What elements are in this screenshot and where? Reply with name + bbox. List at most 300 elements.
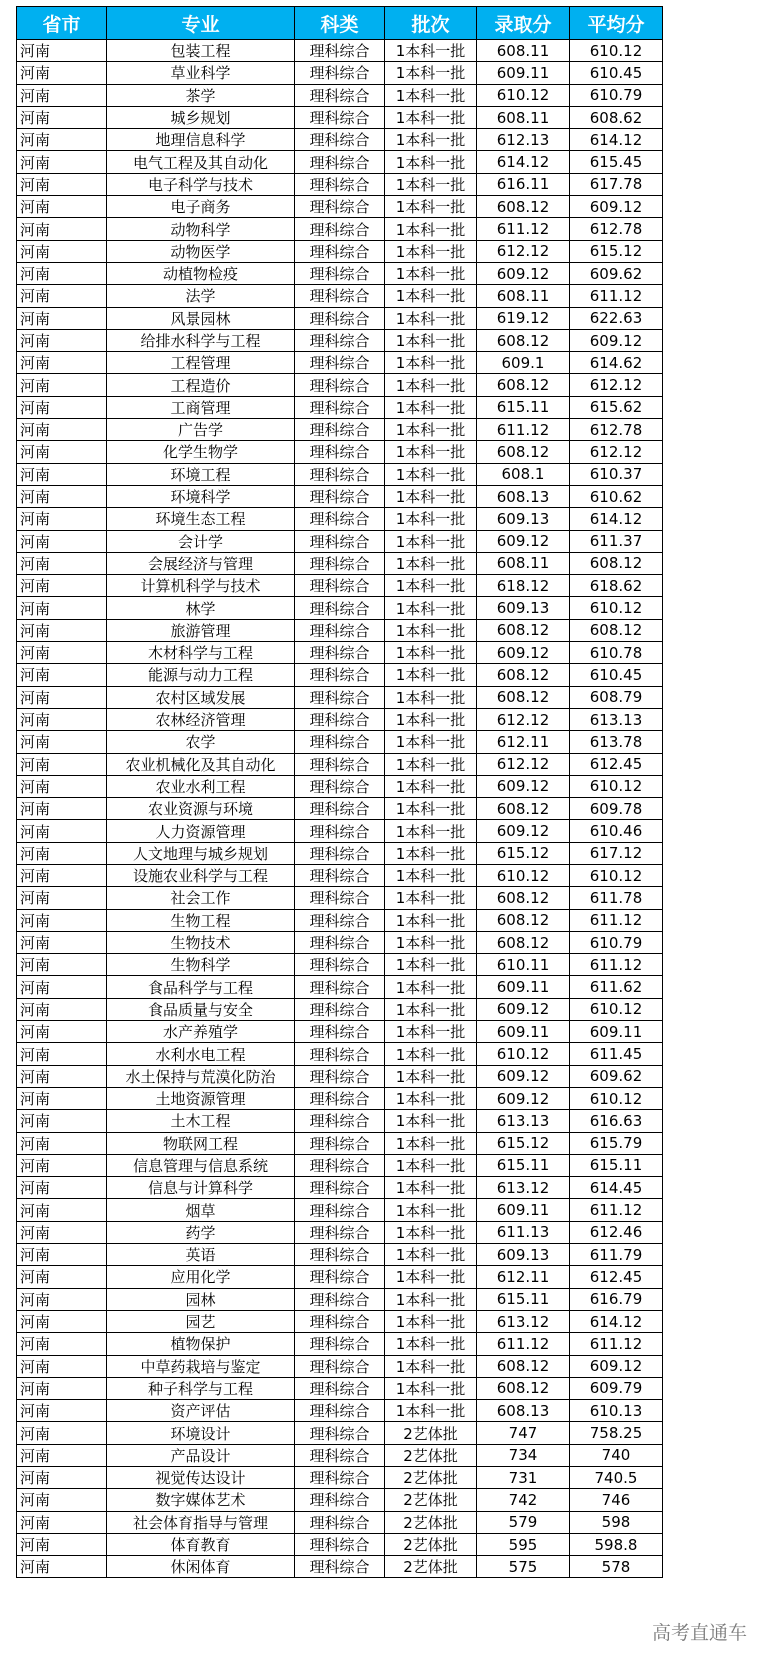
- admission-score-cell: 609.11: [477, 1021, 570, 1043]
- table-row: [17, 240, 663, 262]
- table-row: [17, 1177, 663, 1199]
- major-cell: 环境设计: [107, 1422, 295, 1444]
- table-row: [17, 753, 663, 775]
- major-cell: 视觉传达设计: [107, 1467, 295, 1489]
- category-cell: 理科综合: [295, 1154, 385, 1176]
- category-cell: 理科综合: [295, 954, 385, 976]
- major-cell: 资产评估: [107, 1400, 295, 1422]
- table-row: [17, 998, 663, 1020]
- province-cell: 河南: [17, 1310, 107, 1332]
- category-cell: 理科综合: [295, 1467, 385, 1489]
- major-cell: 社会工作: [107, 887, 295, 909]
- average-score-cell: 740: [570, 1444, 663, 1466]
- average-score-cell: 618.62: [570, 575, 663, 597]
- batch-cell: 1本科一批: [385, 998, 477, 1020]
- province-cell: 河南: [17, 62, 107, 84]
- category-cell: 理科综合: [295, 218, 385, 240]
- average-score-cell: 614.12: [570, 129, 663, 151]
- major-cell: 电子科学与技术: [107, 173, 295, 195]
- average-score-cell: 612.45: [570, 753, 663, 775]
- admission-score-cell: 614.12: [477, 151, 570, 173]
- admission-score-cell: 615.12: [477, 842, 570, 864]
- category-cell: 理科综合: [295, 1511, 385, 1533]
- admission-score-cell: 613.12: [477, 1310, 570, 1332]
- category-cell: 理科综合: [295, 1110, 385, 1132]
- average-score-cell: 614.62: [570, 352, 663, 374]
- category-cell: 理科综合: [295, 753, 385, 775]
- major-cell: 木材科学与工程: [107, 642, 295, 664]
- category-cell: 理科综合: [295, 1177, 385, 1199]
- table-row: [17, 1221, 663, 1243]
- batch-cell: 1本科一批: [385, 352, 477, 374]
- province-cell: 河南: [17, 1355, 107, 1377]
- category-cell: 理科综合: [295, 1288, 385, 1310]
- province-cell: 河南: [17, 352, 107, 374]
- admission-score-cell: 608.1: [477, 463, 570, 485]
- major-cell: 生物科学: [107, 954, 295, 976]
- batch-cell: 1本科一批: [385, 931, 477, 953]
- header-admission-score: 录取分: [477, 7, 570, 40]
- average-score-cell: 612.12: [570, 374, 663, 396]
- major-cell: 食品质量与安全: [107, 998, 295, 1020]
- category-cell: 理科综合: [295, 798, 385, 820]
- major-cell: 地理信息科学: [107, 129, 295, 151]
- admission-score-table: [16, 6, 663, 1578]
- average-score-cell: 622.63: [570, 307, 663, 329]
- province-cell: 河南: [17, 106, 107, 128]
- table-row: [17, 106, 663, 128]
- province-cell: 河南: [17, 1065, 107, 1087]
- admission-score-cell: 609.12: [477, 1087, 570, 1109]
- province-cell: 河南: [17, 976, 107, 998]
- major-cell: 产品设计: [107, 1444, 295, 1466]
- province-cell: 河南: [17, 84, 107, 106]
- major-cell: 英语: [107, 1244, 295, 1266]
- category-cell: 理科综合: [295, 1377, 385, 1399]
- category-cell: 理科综合: [295, 664, 385, 686]
- average-score-cell: 609.12: [570, 329, 663, 351]
- major-cell: 农村区域发展: [107, 686, 295, 708]
- batch-cell: 2艺体批: [385, 1489, 477, 1511]
- major-cell: 工商管理: [107, 396, 295, 418]
- batch-cell: 1本科一批: [385, 1310, 477, 1332]
- category-cell: 理科综合: [295, 619, 385, 641]
- table-row: [17, 1556, 663, 1578]
- average-score-cell: 608.12: [570, 552, 663, 574]
- average-score-cell: 614.12: [570, 508, 663, 530]
- table-row: [17, 842, 663, 864]
- province-cell: 河南: [17, 463, 107, 485]
- batch-cell: 1本科一批: [385, 151, 477, 173]
- table-row: [17, 374, 663, 396]
- batch-cell: 1本科一批: [385, 798, 477, 820]
- batch-cell: 1本科一批: [385, 642, 477, 664]
- table-row: [17, 1467, 663, 1489]
- table-row: [17, 1043, 663, 1065]
- average-score-cell: 615.45: [570, 151, 663, 173]
- average-score-cell: 609.62: [570, 262, 663, 284]
- province-cell: 河南: [17, 998, 107, 1020]
- batch-cell: 2艺体批: [385, 1444, 477, 1466]
- province-cell: 河南: [17, 1467, 107, 1489]
- table-row: [17, 1266, 663, 1288]
- category-cell: 理科综合: [295, 419, 385, 441]
- batch-cell: 1本科一批: [385, 1154, 477, 1176]
- batch-cell: 1本科一批: [385, 775, 477, 797]
- average-score-cell: 610.13: [570, 1400, 663, 1422]
- category-cell: 理科综合: [295, 240, 385, 262]
- category-cell: 理科综合: [295, 820, 385, 842]
- major-cell: 信息管理与信息系统: [107, 1154, 295, 1176]
- province-cell: 河南: [17, 708, 107, 730]
- average-score-cell: 608.62: [570, 106, 663, 128]
- province-cell: 河南: [17, 1087, 107, 1109]
- table-row: [17, 1533, 663, 1555]
- admission-score-cell: 609.13: [477, 1244, 570, 1266]
- table-row: [17, 597, 663, 619]
- table-row: [17, 62, 663, 84]
- batch-cell: 1本科一批: [385, 485, 477, 507]
- major-cell: 包装工程: [107, 40, 295, 62]
- province-cell: 河南: [17, 1043, 107, 1065]
- category-cell: 理科综合: [295, 998, 385, 1020]
- table-row: [17, 396, 663, 418]
- major-cell: 会计学: [107, 530, 295, 552]
- average-score-cell: 611.12: [570, 1333, 663, 1355]
- table-row: [17, 1132, 663, 1154]
- table-row: [17, 1087, 663, 1109]
- batch-cell: 1本科一批: [385, 575, 477, 597]
- admission-score-cell: 609.12: [477, 642, 570, 664]
- category-cell: 理科综合: [295, 552, 385, 574]
- major-cell: 烟草: [107, 1199, 295, 1221]
- average-score-cell: 610.45: [570, 62, 663, 84]
- batch-cell: 1本科一批: [385, 686, 477, 708]
- admission-score-cell: 608.12: [477, 1377, 570, 1399]
- category-cell: 理科综合: [295, 731, 385, 753]
- batch-cell: 1本科一批: [385, 708, 477, 730]
- header-subject-category: 科类: [295, 7, 385, 40]
- average-score-cell: 578: [570, 1556, 663, 1578]
- table-row: [17, 463, 663, 485]
- category-cell: 理科综合: [295, 1244, 385, 1266]
- province-cell: 河南: [17, 196, 107, 218]
- table-row: [17, 708, 663, 730]
- category-cell: 理科综合: [295, 1043, 385, 1065]
- category-cell: 理科综合: [295, 864, 385, 886]
- batch-cell: 1本科一批: [385, 129, 477, 151]
- province-cell: 河南: [17, 1154, 107, 1176]
- admission-score-cell: 608.12: [477, 887, 570, 909]
- batch-cell: 1本科一批: [385, 753, 477, 775]
- province-cell: 河南: [17, 1511, 107, 1533]
- major-cell: 给排水科学与工程: [107, 329, 295, 351]
- table-row: [17, 1154, 663, 1176]
- admission-score-cell: 608.12: [477, 798, 570, 820]
- admission-score-cell: 609.11: [477, 62, 570, 84]
- admission-score-cell: 608.12: [477, 931, 570, 953]
- category-cell: 理科综合: [295, 1199, 385, 1221]
- admission-score-cell: 612.11: [477, 1266, 570, 1288]
- major-cell: 环境生态工程: [107, 508, 295, 530]
- batch-cell: 1本科一批: [385, 530, 477, 552]
- province-cell: 河南: [17, 329, 107, 351]
- province-cell: 河南: [17, 954, 107, 976]
- major-cell: 植物保护: [107, 1333, 295, 1355]
- category-cell: 理科综合: [295, 1221, 385, 1243]
- major-cell: 体育教育: [107, 1533, 295, 1555]
- table-row: [17, 1288, 663, 1310]
- province-cell: 河南: [17, 1221, 107, 1243]
- province-cell: 河南: [17, 619, 107, 641]
- province-cell: 河南: [17, 285, 107, 307]
- category-cell: 理科综合: [295, 842, 385, 864]
- table-row: [17, 798, 663, 820]
- batch-cell: 1本科一批: [385, 597, 477, 619]
- batch-cell: 1本科一批: [385, 954, 477, 976]
- province-cell: 河南: [17, 40, 107, 62]
- province-cell: 河南: [17, 508, 107, 530]
- average-score-cell: 598.8: [570, 1533, 663, 1555]
- average-score-cell: 615.79: [570, 1132, 663, 1154]
- category-cell: 理科综合: [295, 84, 385, 106]
- major-cell: 生物工程: [107, 909, 295, 931]
- average-score-cell: 746: [570, 1489, 663, 1511]
- category-cell: 理科综合: [295, 352, 385, 374]
- major-cell: 茶学: [107, 84, 295, 106]
- category-cell: 理科综合: [295, 1355, 385, 1377]
- admission-score-cell: 615.11: [477, 1154, 570, 1176]
- table-row: [17, 1355, 663, 1377]
- table-row: [17, 864, 663, 886]
- batch-cell: 1本科一批: [385, 1110, 477, 1132]
- average-score-cell: 609.78: [570, 798, 663, 820]
- major-cell: 动物医学: [107, 240, 295, 262]
- province-cell: 河南: [17, 842, 107, 864]
- province-cell: 河南: [17, 1400, 107, 1422]
- province-cell: 河南: [17, 552, 107, 574]
- batch-cell: 1本科一批: [385, 1266, 477, 1288]
- average-score-cell: 610.79: [570, 931, 663, 953]
- province-cell: 河南: [17, 173, 107, 195]
- batch-cell: 1本科一批: [385, 909, 477, 931]
- average-score-cell: 610.12: [570, 40, 663, 62]
- admission-score-cell: 613.12: [477, 1177, 570, 1199]
- major-cell: 环境科学: [107, 485, 295, 507]
- category-cell: 理科综合: [295, 1021, 385, 1043]
- category-cell: 理科综合: [295, 1132, 385, 1154]
- table-row: [17, 508, 663, 530]
- average-score-cell: 611.12: [570, 1199, 663, 1221]
- major-cell: 人文地理与城乡规划: [107, 842, 295, 864]
- province-cell: 河南: [17, 396, 107, 418]
- category-cell: 理科综合: [295, 530, 385, 552]
- province-cell: 河南: [17, 686, 107, 708]
- admission-score-cell: 608.12: [477, 441, 570, 463]
- average-score-cell: 613.78: [570, 731, 663, 753]
- major-cell: 电气工程及其自动化: [107, 151, 295, 173]
- table-row: [17, 1489, 663, 1511]
- table-row: [17, 419, 663, 441]
- major-cell: 动植物检疫: [107, 262, 295, 284]
- batch-cell: 1本科一批: [385, 84, 477, 106]
- batch-cell: 2艺体批: [385, 1511, 477, 1533]
- admission-score-cell: 619.12: [477, 307, 570, 329]
- average-score-cell: 758.25: [570, 1422, 663, 1444]
- batch-cell: 1本科一批: [385, 262, 477, 284]
- table-header: [17, 7, 663, 40]
- major-cell: 中草药栽培与鉴定: [107, 1355, 295, 1377]
- admission-score-cell: 734: [477, 1444, 570, 1466]
- province-cell: 河南: [17, 1132, 107, 1154]
- major-cell: 环境工程: [107, 463, 295, 485]
- admission-score-cell: 609.12: [477, 998, 570, 1020]
- province-cell: 河南: [17, 864, 107, 886]
- batch-cell: 1本科一批: [385, 1199, 477, 1221]
- table-row: [17, 931, 663, 953]
- category-cell: 理科综合: [295, 708, 385, 730]
- admission-score-cell: 616.11: [477, 173, 570, 195]
- table-row: [17, 1422, 663, 1444]
- table-row: [17, 1065, 663, 1087]
- header-batch: 批次: [385, 7, 477, 40]
- batch-cell: 1本科一批: [385, 887, 477, 909]
- table-row: [17, 530, 663, 552]
- average-score-cell: 611.12: [570, 909, 663, 931]
- province-cell: 河南: [17, 798, 107, 820]
- category-cell: 理科综合: [295, 775, 385, 797]
- batch-cell: 1本科一批: [385, 1288, 477, 1310]
- average-score-cell: 611.37: [570, 530, 663, 552]
- category-cell: 理科综合: [295, 374, 385, 396]
- major-cell: 土地资源管理: [107, 1087, 295, 1109]
- table-row: [17, 307, 663, 329]
- major-cell: 休闲体育: [107, 1556, 295, 1578]
- province-cell: 河南: [17, 374, 107, 396]
- province-cell: 河南: [17, 1333, 107, 1355]
- province-cell: 河南: [17, 597, 107, 619]
- category-cell: 理科综合: [295, 575, 385, 597]
- category-cell: 理科综合: [295, 642, 385, 664]
- admission-score-cell: 615.11: [477, 396, 570, 418]
- category-cell: 理科综合: [295, 196, 385, 218]
- batch-cell: 1本科一批: [385, 1333, 477, 1355]
- major-cell: 农业资源与环境: [107, 798, 295, 820]
- average-score-cell: 615.62: [570, 396, 663, 418]
- average-score-cell: 612.12: [570, 441, 663, 463]
- major-cell: 农业机械化及其自动化: [107, 753, 295, 775]
- admission-score-cell: 608.11: [477, 552, 570, 574]
- major-cell: 农学: [107, 731, 295, 753]
- average-score-cell: 609.11: [570, 1021, 663, 1043]
- table-row: [17, 151, 663, 173]
- category-cell: 理科综合: [295, 463, 385, 485]
- table-row: [17, 619, 663, 641]
- admission-score-cell: 609.12: [477, 262, 570, 284]
- average-score-cell: 611.79: [570, 1244, 663, 1266]
- admission-score-cell: 609.12: [477, 1065, 570, 1087]
- table-row: [17, 976, 663, 998]
- admission-score-cell: 608.12: [477, 329, 570, 351]
- province-cell: 河南: [17, 485, 107, 507]
- province-cell: 河南: [17, 642, 107, 664]
- batch-cell: 1本科一批: [385, 1021, 477, 1043]
- major-cell: 药学: [107, 1221, 295, 1243]
- admission-score-cell: 742: [477, 1489, 570, 1511]
- province-cell: 河南: [17, 530, 107, 552]
- average-score-cell: 616.79: [570, 1288, 663, 1310]
- major-cell: 风景园林: [107, 307, 295, 329]
- province-cell: 河南: [17, 1199, 107, 1221]
- admission-score-cell: 609.12: [477, 775, 570, 797]
- average-score-cell: 612.78: [570, 218, 663, 240]
- category-cell: 理科综合: [295, 40, 385, 62]
- batch-cell: 1本科一批: [385, 1355, 477, 1377]
- province-cell: 河南: [17, 909, 107, 931]
- batch-cell: 1本科一批: [385, 552, 477, 574]
- table-row: [17, 173, 663, 195]
- major-cell: 旅游管理: [107, 619, 295, 641]
- major-cell: 农业水利工程: [107, 775, 295, 797]
- major-cell: 工程造价: [107, 374, 295, 396]
- category-cell: 理科综合: [295, 887, 385, 909]
- admission-score-cell: 611.12: [477, 218, 570, 240]
- admission-score-cell: 610.12: [477, 1043, 570, 1065]
- admission-score-cell: 618.12: [477, 575, 570, 597]
- batch-cell: 2艺体批: [385, 1467, 477, 1489]
- batch-cell: 1本科一批: [385, 1377, 477, 1399]
- batch-cell: 1本科一批: [385, 285, 477, 307]
- major-cell: 生物技术: [107, 931, 295, 953]
- province-cell: 河南: [17, 1556, 107, 1578]
- batch-cell: 1本科一批: [385, 62, 477, 84]
- average-score-cell: 598: [570, 1511, 663, 1533]
- major-cell: 应用化学: [107, 1266, 295, 1288]
- watermark-text: 高考直通车: [652, 1622, 748, 1644]
- average-score-cell: 608.12: [570, 619, 663, 641]
- average-score-cell: 740.5: [570, 1467, 663, 1489]
- major-cell: 城乡规划: [107, 106, 295, 128]
- major-cell: 会展经济与管理: [107, 552, 295, 574]
- category-cell: 理科综合: [295, 1266, 385, 1288]
- admission-score-cell: 612.12: [477, 240, 570, 262]
- admission-score-cell: 613.13: [477, 1110, 570, 1132]
- province-cell: 河南: [17, 753, 107, 775]
- category-cell: 理科综合: [295, 396, 385, 418]
- major-cell: 园林: [107, 1288, 295, 1310]
- admission-score-cell: 611.13: [477, 1221, 570, 1243]
- average-score-cell: 612.45: [570, 1266, 663, 1288]
- admission-score-cell: 609.12: [477, 530, 570, 552]
- admission-score-cell: 612.12: [477, 708, 570, 730]
- average-score-cell: 608.79: [570, 686, 663, 708]
- table-row: [17, 686, 663, 708]
- table-row: [17, 1199, 663, 1221]
- category-cell: 理科综合: [295, 508, 385, 530]
- table-row: [17, 775, 663, 797]
- category-cell: 理科综合: [295, 1422, 385, 1444]
- province-cell: 河南: [17, 775, 107, 797]
- table-row: [17, 909, 663, 931]
- category-cell: 理科综合: [295, 441, 385, 463]
- average-score-cell: 609.12: [570, 1355, 663, 1377]
- major-cell: 园艺: [107, 1310, 295, 1332]
- batch-cell: 1本科一批: [385, 1087, 477, 1109]
- major-cell: 法学: [107, 285, 295, 307]
- table-row: [17, 40, 663, 62]
- category-cell: 理科综合: [295, 129, 385, 151]
- admission-score-cell: 608.11: [477, 285, 570, 307]
